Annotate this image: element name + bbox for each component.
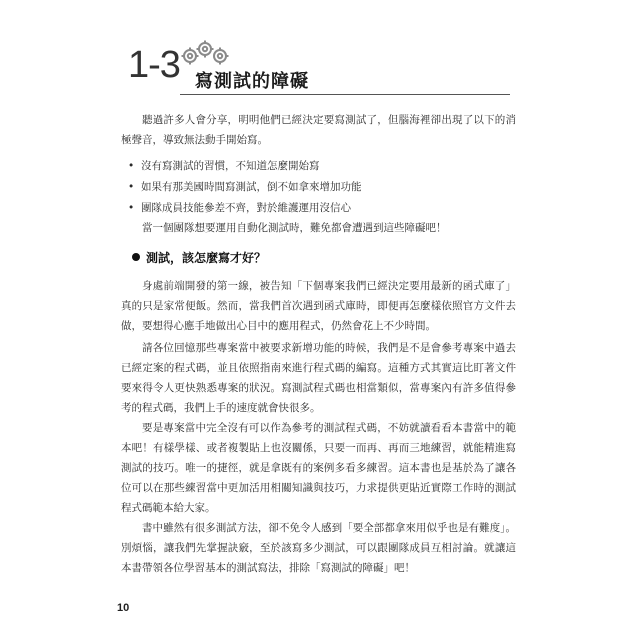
bullet-icon: • xyxy=(128,202,135,214)
list-item-text: 沒有寫測試的習慣，不知道怎麼開始寫 xyxy=(141,160,320,172)
title-underline xyxy=(180,94,510,95)
list-item xyxy=(128,156,362,177)
bullet-icon: • xyxy=(128,160,135,172)
subheading xyxy=(132,249,266,267)
body-paragraph: 請各位回憶那些專案當中被要求新增功能的時候，我們是不是會參考專案中過去已經定案的程式碼，並且依照指南來進行程式碼的編寫。這種方式其實這比盯著文件要來得令人更快熟悉專案的狀況。寫測試程式碼也相當類似，當專案內有許多值得參考的程式碼，我們上手的速度就會快很多。 xyxy=(121,342,516,414)
circle-bullet-icon xyxy=(132,253,140,261)
list-item-text: 團隊成員技能參差不齊，對於維護運用沒信心 xyxy=(141,202,351,214)
obstacle-list xyxy=(128,156,362,219)
page-number: 10 xyxy=(117,602,130,614)
bullet-icon: • xyxy=(128,181,135,193)
body-paragraph: 身處前端開發的第一線，被告知「下個專案我們已經決定要用最新的函式庫了」真的只是家常便飯。然而，當我們首次遇到函式庫時，即便再怎麼樣依照官方文件去做，要想得心應手地做出心目中的應用程式，仍然會花上不少時間。 xyxy=(121,280,516,332)
intro-paragraph: 聽過許多人會分享，明明他們已經決定要寫測試了，但腦海裡卻出現了以下的消極聲音，導致無法動手開始寫。 xyxy=(121,114,516,146)
transition-paragraph: 當一個團隊想要運用自動化測試時，難免都會遭遇到這些障礙吧！ xyxy=(142,222,447,234)
section-title: 寫測試的障礙 xyxy=(195,71,309,92)
body-paragraph: 要是專案當中完全沒有可以作為參考的測試程式碼，不妨就讀看看本書當中的範本吧！有樣學樣、或者複製貼上也沒關係，只要一而再、再而三地練習，就能精進寫測試的技巧。唯一的捷徑，就是拿既有的案例多看多練習。這本書也是基於為了讓各位可以在那些練習當中更加活用相關知識與技巧，力求提供更貼近實際工作時的測試程式碼範本給大家。 xyxy=(121,422,516,514)
section-number: 1-3 xyxy=(128,44,180,86)
list-item xyxy=(128,198,362,219)
subheading-text: 測試，該怎麼寫才好？ xyxy=(146,251,267,265)
list-item-text: 如果有那美國時間寫測試，倒不如拿來增加功能 xyxy=(141,181,362,193)
body-paragraph: 書中雖然有很多測試方法，卻不免令人感到「要全部都拿來用似乎也是有難度」。別煩惱，讓我們先掌握訣竅，至於該寫多少測試，可以跟團隊成員互相討論。就讓這本書帶領各位學習基本的測試寫法，排除「寫測試的障礙」吧！ xyxy=(121,522,516,574)
list-item xyxy=(128,177,362,198)
gears-icon xyxy=(180,40,240,70)
